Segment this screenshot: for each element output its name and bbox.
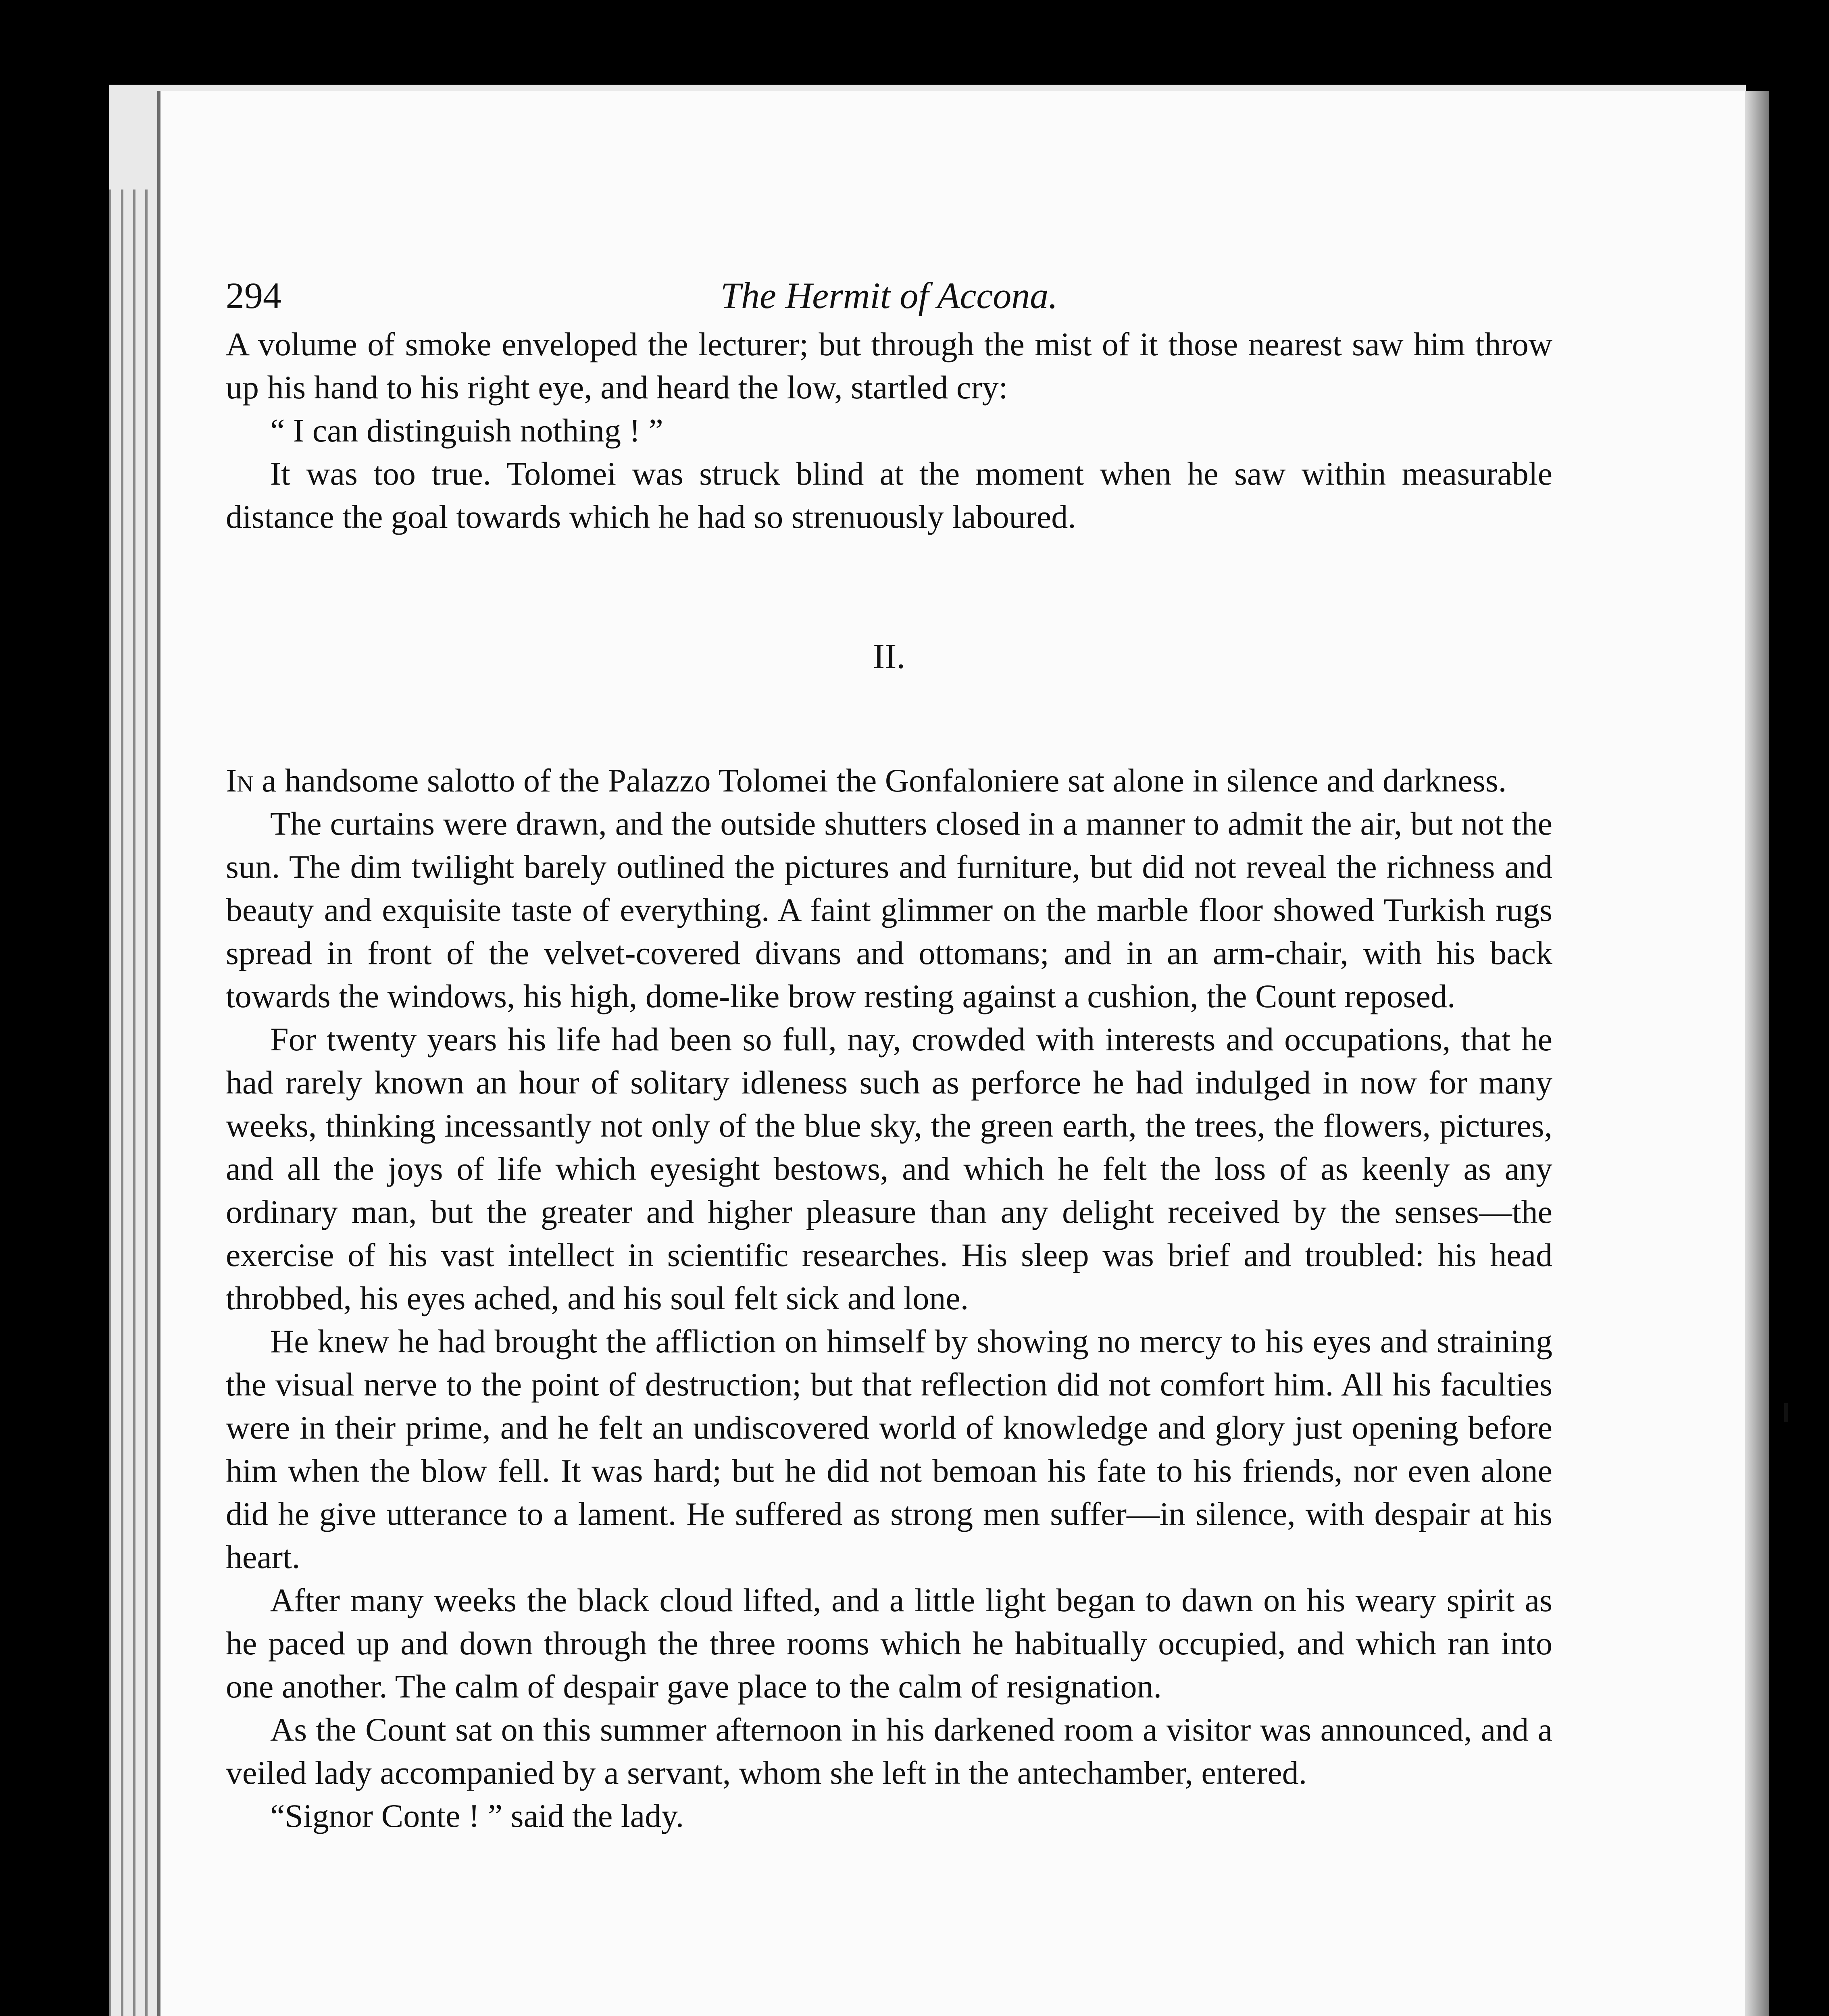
page-edge <box>109 190 111 2016</box>
paragraph-text: a handsome salotto of the Palazzo Tolomei the Gonfaloniere sat alone in silence and darkness. <box>253 762 1507 799</box>
paragraph: A volume of smoke enveloped the lecturer; but through the mist of it those nearest saw him throw up his hand to his right eye, and heard the low, startled cry: <box>226 326 1552 406</box>
paragraph: It was too true. Tolomei was struck blind at the moment when he saw within measurable distance the goal towards which he had so strenuously laboured. <box>226 455 1552 535</box>
paragraph: For twenty years his life had been so full, nay, crowded with interests and occupations, that he had rarely known an hour of solitary idleness such as perforce he had indulged in now for many weeks, thinking incessantly not only of the blue sky, the green earth, the trees, the flowers, pictures, and all the joys of life which eyesight bestows, and which he felt the loss of as keenly as any ordinary man, but the greater and higher pleasure than any delight received by the senses—the exercise of his vast intellect in scientific researches. His sleep was brief and troubled: his head throbbed, his eyes ached, and his soul felt sick and lone. <box>226 1021 1552 1316</box>
paragraph: He knew he had brought the affliction on himself by showing no mercy to his eyes and straining the visual nerve to the point of destruction; but that reflection did not comfort him. All his faculties were in their prime, and he felt an undiscovered world of knowledge and glory just opening before him when the blow fell. It was hard; but he did not bemoan his fate to his friends, nor even alone did he give utterance to a lament. He suffered as strong men suffer—in silence, with despair at his heart. <box>226 1323 1552 1575</box>
paragraph <box>226 759 1552 802</box>
paragraph: As the Count sat on this summer afternoon in his darkened room a visitor was announced, and a veiled lady accompanied by a servant, whom she left in the antechamber, entered. <box>226 1711 1552 1791</box>
margin-mark <box>1784 1403 1788 1422</box>
running-head <box>226 250 1552 323</box>
page-edge <box>121 190 123 2016</box>
paragraph: “ I can distinguish nothing ! ” <box>270 412 663 449</box>
paragraph: After many weeks the black cloud lifted, and a little light began to dawn on his weary spirit as he paced up and down through the three rooms which he habitually occupied, and which ran into one another. The calm of despair gave place to the calm of resignation. <box>226 1582 1552 1705</box>
page-number: 294 <box>226 275 281 316</box>
page-text <box>226 250 1552 1837</box>
drop-cap: In <box>226 762 254 799</box>
page-edge <box>133 190 135 2016</box>
paragraph: The curtains were drawn, and the outside shutters closed in a manner to admit the air, but not the sun. The dim twilight barely outlined the pictures and furniture, but did not reveal the richness and beauty and exquisite taste of everything. A faint glimmer on the marble floor showed Turkish rugs spread in front of the velvet-covered divans and ottomans; and in an arm-chair, with his back towards the windows, his high, dome-like brow resting against a cushion, the Count reposed. <box>226 805 1552 1014</box>
section-heading: II. <box>873 637 906 676</box>
running-title: The Hermit of Accona. <box>720 275 1058 316</box>
paragraph: “Signor Conte ! ” said the lady. <box>270 1797 684 1834</box>
page-edge <box>145 190 148 2016</box>
page-gutter-shadow <box>1745 91 1769 2016</box>
